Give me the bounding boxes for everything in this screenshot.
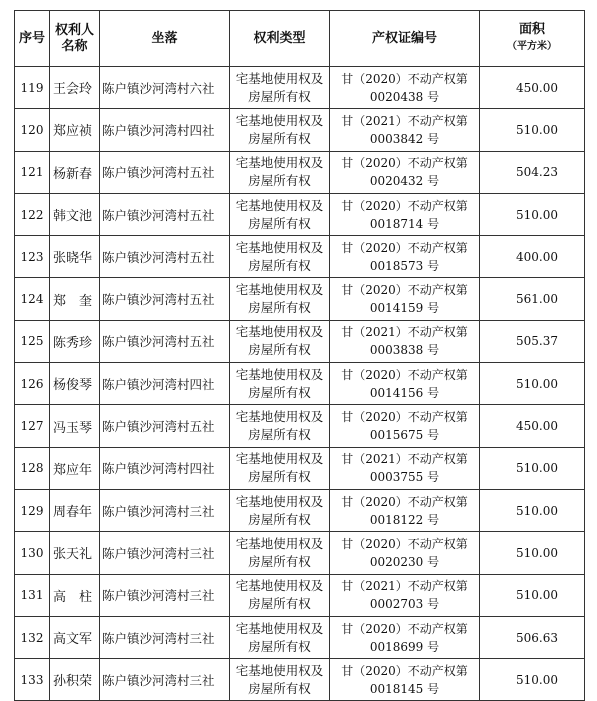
row-owner: 韩文池 xyxy=(50,193,100,235)
row-owner: 冯玉琴 xyxy=(50,405,100,447)
row-location: 陈户镇沙河湾村五社 xyxy=(100,151,230,193)
row-right-type: 宅基地使用权及 房屋所有权 xyxy=(230,320,330,362)
header-location: 坐落 xyxy=(100,11,230,67)
row-owner: 张天礼 xyxy=(50,532,100,574)
row-location: 陈户镇沙河湾村三社 xyxy=(100,532,230,574)
row-right-type: 宅基地使用权及 房屋所有权 xyxy=(230,532,330,574)
row-cert-no: 甘（2020）不动产权第 0018714 号 xyxy=(330,193,480,235)
table-row xyxy=(15,109,585,151)
row-right-type: 宅基地使用权及 房屋所有权 xyxy=(230,278,330,320)
row-location: 陈户镇沙河湾村五社 xyxy=(100,320,230,362)
row-seq: 129 xyxy=(15,489,50,531)
row-owner: 郑应祯 xyxy=(50,109,100,151)
table-row xyxy=(15,320,585,362)
row-owner: 杨新春 xyxy=(50,151,100,193)
row-cert-no: 甘（2020）不动产权第 0020438 号 xyxy=(330,67,480,109)
row-seq: 119 xyxy=(15,67,50,109)
row-owner: 高 柱 xyxy=(50,574,100,616)
row-area: 510.00 xyxy=(480,363,585,405)
table-row xyxy=(15,659,585,701)
row-location: 陈户镇沙河湾村三社 xyxy=(100,659,230,701)
row-right-type: 宅基地使用权及 房屋所有权 xyxy=(230,109,330,151)
header-area: 面积 （平方米） xyxy=(480,11,585,67)
row-location: 陈户镇沙河湾村三社 xyxy=(100,616,230,658)
table-row xyxy=(15,574,585,616)
table-row xyxy=(15,489,585,531)
row-area: 450.00 xyxy=(480,67,585,109)
table-row xyxy=(15,616,585,658)
row-seq: 122 xyxy=(15,193,50,235)
row-cert-no: 甘（2020）不动产权第 0014156 号 xyxy=(330,363,480,405)
row-seq: 128 xyxy=(15,447,50,489)
table-row xyxy=(15,532,585,574)
row-right-type: 宅基地使用权及 房屋所有权 xyxy=(230,67,330,109)
row-seq: 126 xyxy=(15,363,50,405)
row-location: 陈户镇沙河湾村四社 xyxy=(100,447,230,489)
row-right-type: 宅基地使用权及 房屋所有权 xyxy=(230,489,330,531)
row-cert-no: 甘（2020）不动产权第 0015675 号 xyxy=(330,405,480,447)
row-owner: 高文军 xyxy=(50,616,100,658)
row-owner: 杨俊琴 xyxy=(50,363,100,405)
row-seq: 130 xyxy=(15,532,50,574)
row-cert-no: 甘（2021）不动产权第 0003755 号 xyxy=(330,447,480,489)
row-right-type: 宅基地使用权及 房屋所有权 xyxy=(230,151,330,193)
row-location: 陈户镇沙河湾村四社 xyxy=(100,109,230,151)
header-row xyxy=(15,11,585,67)
row-seq: 120 xyxy=(15,109,50,151)
row-cert-no: 甘（2020）不动产权第 0020230 号 xyxy=(330,532,480,574)
row-owner: 孙积荣 xyxy=(50,659,100,701)
property-rights-table xyxy=(14,10,585,701)
row-owner: 郑应年 xyxy=(50,447,100,489)
header-seq: 序号 xyxy=(15,11,50,67)
row-location: 陈户镇沙河湾村五社 xyxy=(100,236,230,278)
row-area: 561.00 xyxy=(480,278,585,320)
table-row xyxy=(15,236,585,278)
row-right-type: 宅基地使用权及 房屋所有权 xyxy=(230,193,330,235)
row-cert-no: 甘（2020）不动产权第 0014159 号 xyxy=(330,278,480,320)
row-area: 505.37 xyxy=(480,320,585,362)
row-area: 510.00 xyxy=(480,532,585,574)
row-seq: 131 xyxy=(15,574,50,616)
table-row xyxy=(15,405,585,447)
row-right-type: 宅基地使用权及 房屋所有权 xyxy=(230,574,330,616)
row-seq: 125 xyxy=(15,320,50,362)
row-owner: 王会玲 xyxy=(50,67,100,109)
row-owner: 陈秀珍 xyxy=(50,320,100,362)
table-row xyxy=(15,67,585,109)
row-location: 陈户镇沙河湾村三社 xyxy=(100,574,230,616)
row-right-type: 宅基地使用权及 房屋所有权 xyxy=(230,236,330,278)
row-area: 506.63 xyxy=(480,616,585,658)
row-cert-no: 甘（2021）不动产权第 0003842 号 xyxy=(330,109,480,151)
row-area: 450.00 xyxy=(480,405,585,447)
row-seq: 121 xyxy=(15,151,50,193)
row-area: 510.00 xyxy=(480,447,585,489)
row-cert-no: 甘（2020）不动产权第 0018699 号 xyxy=(330,616,480,658)
row-cert-no: 甘（2021）不动产权第 0002703 号 xyxy=(330,574,480,616)
row-owner: 郑 奎 xyxy=(50,278,100,320)
row-location: 陈户镇沙河湾村三社 xyxy=(100,489,230,531)
row-area: 510.00 xyxy=(480,193,585,235)
row-location: 陈户镇沙河湾村五社 xyxy=(100,193,230,235)
table-row xyxy=(15,447,585,489)
row-owner: 张晓华 xyxy=(50,236,100,278)
row-area: 510.00 xyxy=(480,659,585,701)
row-cert-no: 甘（2020）不动产权第 0018122 号 xyxy=(330,489,480,531)
row-area: 510.00 xyxy=(480,574,585,616)
row-seq: 132 xyxy=(15,616,50,658)
row-right-type: 宅基地使用权及 房屋所有权 xyxy=(230,659,330,701)
header-right-type: 权利类型 xyxy=(230,11,330,67)
row-cert-no: 甘（2020）不动产权第 0018573 号 xyxy=(330,236,480,278)
row-right-type: 宅基地使用权及 房屋所有权 xyxy=(230,405,330,447)
row-seq: 127 xyxy=(15,405,50,447)
row-owner: 周春年 xyxy=(50,489,100,531)
row-location: 陈户镇沙河湾村五社 xyxy=(100,278,230,320)
row-location: 陈户镇沙河湾村四社 xyxy=(100,363,230,405)
row-area: 510.00 xyxy=(480,109,585,151)
row-location: 陈户镇沙河湾村五社 xyxy=(100,405,230,447)
row-cert-no: 甘（2021）不动产权第 0003838 号 xyxy=(330,320,480,362)
header-owner: 权利人 名称 xyxy=(50,11,100,67)
table-row xyxy=(15,363,585,405)
row-seq: 133 xyxy=(15,659,50,701)
row-area: 504.23 xyxy=(480,151,585,193)
row-area: 510.00 xyxy=(480,489,585,531)
row-right-type: 宅基地使用权及 房屋所有权 xyxy=(230,363,330,405)
header-cert-no: 产权证编号 xyxy=(330,11,480,67)
row-right-type: 宅基地使用权及 房屋所有权 xyxy=(230,447,330,489)
table-row xyxy=(15,278,585,320)
row-seq: 124 xyxy=(15,278,50,320)
row-right-type: 宅基地使用权及 房屋所有权 xyxy=(230,616,330,658)
row-cert-no: 甘（2020）不动产权第 0020432 号 xyxy=(330,151,480,193)
row-area: 400.00 xyxy=(480,236,585,278)
table-row xyxy=(15,151,585,193)
row-cert-no: 甘（2020）不动产权第 0018145 号 xyxy=(330,659,480,701)
row-location: 陈户镇沙河湾村六社 xyxy=(100,67,230,109)
row-seq: 123 xyxy=(15,236,50,278)
table-row xyxy=(15,193,585,235)
